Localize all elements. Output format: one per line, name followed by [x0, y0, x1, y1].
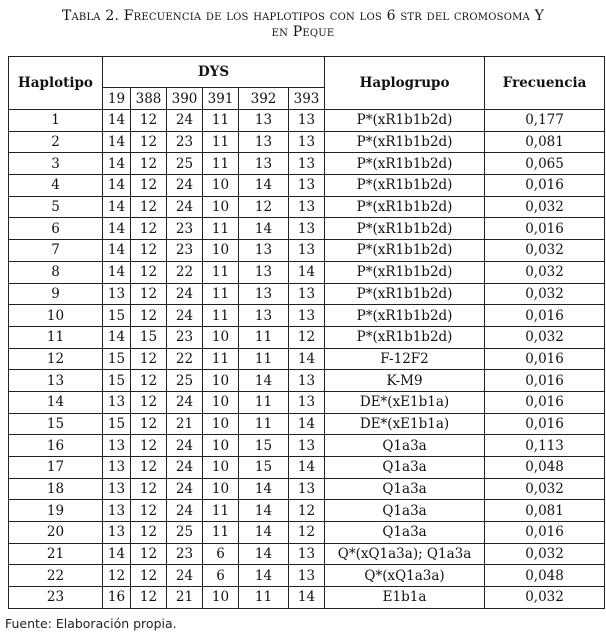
cell-dys391: 11 — [203, 283, 239, 305]
cell-haplotipo: 23 — [9, 587, 103, 609]
cell-haplotipo: 16 — [9, 435, 103, 457]
cell-dys393: 14 — [289, 261, 325, 283]
table-row — [9, 305, 605, 327]
cell-dys391: 11 — [203, 348, 239, 370]
cell-dys391: 11 — [203, 218, 239, 240]
table-row — [9, 587, 605, 609]
cell-haplogrupo: Q*(xQ1a3a) — [325, 565, 485, 587]
cell-dys391: 10 — [203, 435, 239, 457]
cell-frecuencia: 0,016 — [485, 175, 605, 197]
cell-dys393: 14 — [289, 348, 325, 370]
cell-dys392: 14 — [239, 565, 289, 587]
cell-dys392: 11 — [239, 326, 289, 348]
cell-dys388: 12 — [131, 261, 167, 283]
cell-dys388: 12 — [131, 413, 167, 435]
cell-haplogrupo: Q*(xQ1a3a); Q1a3a — [325, 543, 485, 565]
cell-haplogrupo: Q1a3a — [325, 435, 485, 457]
cell-dys391: 10 — [203, 370, 239, 392]
cell-dys388: 12 — [131, 218, 167, 240]
cell-dys390: 23 — [167, 326, 203, 348]
cell-dys391: 10 — [203, 326, 239, 348]
cell-dys19: 14 — [103, 196, 131, 218]
cell-dys393: 13 — [289, 196, 325, 218]
cell-haplotipo: 21 — [9, 543, 103, 565]
cell-haplotipo: 12 — [9, 348, 103, 370]
cell-dys19: 14 — [103, 326, 131, 348]
cell-dys393: 13 — [289, 435, 325, 457]
caption-line-2: en Peque — [271, 24, 335, 40]
cell-dys391: 6 — [203, 565, 239, 587]
cell-dys393: 13 — [289, 153, 325, 175]
cell-frecuencia: 0,032 — [485, 543, 605, 565]
cell-dys393: 13 — [289, 218, 325, 240]
cell-dys390: 22 — [167, 261, 203, 283]
cell-haplogrupo: P*(xR1b1b2d) — [325, 305, 485, 327]
cell-haplotipo: 10 — [9, 305, 103, 327]
cell-dys388: 12 — [131, 370, 167, 392]
cell-dys390: 24 — [167, 435, 203, 457]
cell-dys390: 25 — [167, 153, 203, 175]
cell-haplogrupo: P*(xR1b1b2d) — [325, 240, 485, 262]
cell-dys390: 24 — [167, 305, 203, 327]
cell-haplotipo: 6 — [9, 218, 103, 240]
cell-dys19: 16 — [103, 587, 131, 609]
cell-dys392: 12 — [239, 196, 289, 218]
cell-dys392: 15 — [239, 435, 289, 457]
cell-dys391: 10 — [203, 478, 239, 500]
cell-frecuencia: 0,081 — [485, 131, 605, 153]
table-row — [9, 326, 605, 348]
cell-frecuencia: 0,032 — [485, 283, 605, 305]
cell-haplotipo: 2 — [9, 131, 103, 153]
cell-dys392: 14 — [239, 478, 289, 500]
cell-frecuencia: 0,032 — [485, 478, 605, 500]
cell-dys392: 13 — [239, 261, 289, 283]
cell-dys388: 12 — [131, 478, 167, 500]
cell-dys388: 12 — [131, 391, 167, 413]
cell-haplogrupo: P*(xR1b1b2d) — [325, 131, 485, 153]
table-row — [9, 457, 605, 479]
cell-haplogrupo: P*(xR1b1b2d) — [325, 196, 485, 218]
cell-dys393: 12 — [289, 500, 325, 522]
cell-dys19: 13 — [103, 478, 131, 500]
cell-frecuencia: 0,016 — [485, 348, 605, 370]
table-row — [9, 110, 605, 132]
table-row — [9, 196, 605, 218]
cell-haplogrupo: P*(xR1b1b2d) — [325, 326, 485, 348]
header-locus: 392 — [239, 88, 289, 110]
table-row — [9, 131, 605, 153]
cell-haplogrupo: K-M9 — [325, 370, 485, 392]
cell-dys19: 14 — [103, 175, 131, 197]
cell-dys390: 24 — [167, 478, 203, 500]
cell-dys391: 10 — [203, 457, 239, 479]
cell-dys391: 11 — [203, 500, 239, 522]
cell-dys19: 13 — [103, 391, 131, 413]
table-row — [9, 565, 605, 587]
cell-dys390: 24 — [167, 110, 203, 132]
cell-dys393: 13 — [289, 543, 325, 565]
cell-dys392: 14 — [239, 543, 289, 565]
cell-dys19: 15 — [103, 370, 131, 392]
cell-dys19: 13 — [103, 500, 131, 522]
cell-haplogrupo: P*(xR1b1b2d) — [325, 175, 485, 197]
cell-dys393: 14 — [289, 457, 325, 479]
cell-frecuencia: 0,016 — [485, 218, 605, 240]
header-locus: 391 — [203, 88, 239, 110]
cell-dys19: 14 — [103, 261, 131, 283]
cell-dys393: 12 — [289, 522, 325, 544]
cell-dys19: 15 — [103, 305, 131, 327]
cell-dys391: 10 — [203, 413, 239, 435]
cell-haplotipo: 8 — [9, 261, 103, 283]
cell-dys388: 12 — [131, 587, 167, 609]
table-row — [9, 435, 605, 457]
cell-dys393: 14 — [289, 587, 325, 609]
cell-haplotipo: 14 — [9, 391, 103, 413]
cell-dys393: 13 — [289, 565, 325, 587]
cell-dys391: 11 — [203, 261, 239, 283]
cell-dys388: 12 — [131, 543, 167, 565]
header-haplogrupo: Haplogrupo — [325, 57, 485, 110]
table-row — [9, 500, 605, 522]
cell-dys390: 24 — [167, 391, 203, 413]
cell-dys392: 14 — [239, 370, 289, 392]
cell-frecuencia: 0,032 — [485, 196, 605, 218]
header-frecuencia: Frecuencia — [485, 57, 605, 110]
cell-haplotipo: 11 — [9, 326, 103, 348]
table-row — [9, 370, 605, 392]
header-locus: 393 — [289, 88, 325, 110]
cell-dys390: 21 — [167, 587, 203, 609]
cell-dys392: 14 — [239, 522, 289, 544]
cell-dys391: 11 — [203, 131, 239, 153]
cell-haplotipo: 5 — [9, 196, 103, 218]
table-body — [9, 110, 605, 609]
cell-dys388: 12 — [131, 283, 167, 305]
cell-dys392: 15 — [239, 457, 289, 479]
table-row — [9, 175, 605, 197]
cell-dys392: 13 — [239, 283, 289, 305]
caption-line-1: Tabla 2. Frecuencia de los haplotipos con los 6 str del cromosoma Y — [61, 8, 545, 24]
cell-dys393: 13 — [289, 283, 325, 305]
cell-dys388: 12 — [131, 196, 167, 218]
cell-dys391: 10 — [203, 175, 239, 197]
cell-dys391: 10 — [203, 391, 239, 413]
cell-dys392: 14 — [239, 175, 289, 197]
cell-dys19: 15 — [103, 348, 131, 370]
cell-dys392: 13 — [239, 153, 289, 175]
cell-dys392: 14 — [239, 218, 289, 240]
source-footnote: Fuente: Elaboración propia. — [5, 616, 177, 631]
cell-dys19: 14 — [103, 240, 131, 262]
cell-dys391: 10 — [203, 196, 239, 218]
cell-dys393: 13 — [289, 370, 325, 392]
cell-dys390: 23 — [167, 543, 203, 565]
cell-haplotipo: 3 — [9, 153, 103, 175]
cell-dys390: 25 — [167, 522, 203, 544]
cell-haplogrupo: P*(xR1b1b2d) — [325, 153, 485, 175]
cell-dys392: 11 — [239, 348, 289, 370]
cell-frecuencia: 0,113 — [485, 435, 605, 457]
cell-frecuencia: 0,032 — [485, 240, 605, 262]
table-row — [9, 413, 605, 435]
cell-dys19: 13 — [103, 283, 131, 305]
cell-dys19: 13 — [103, 457, 131, 479]
cell-haplotipo: 1 — [9, 110, 103, 132]
table-row — [9, 543, 605, 565]
cell-haplogrupo: Q1a3a — [325, 500, 485, 522]
cell-frecuencia: 0,032 — [485, 261, 605, 283]
cell-dys393: 13 — [289, 478, 325, 500]
cell-dys388: 12 — [131, 131, 167, 153]
cell-haplogrupo: F-12F2 — [325, 348, 485, 370]
cell-haplogrupo: P*(xR1b1b2d) — [325, 283, 485, 305]
cell-dys391: 11 — [203, 305, 239, 327]
cell-haplogrupo: P*(xR1b1b2d) — [325, 261, 485, 283]
cell-dys388: 12 — [131, 457, 167, 479]
cell-dys19: 14 — [103, 218, 131, 240]
cell-dys391: 11 — [203, 522, 239, 544]
cell-dys392: 13 — [239, 240, 289, 262]
haplotype-table — [8, 56, 605, 609]
cell-haplotipo: 9 — [9, 283, 103, 305]
table-row — [9, 522, 605, 544]
table-row — [9, 348, 605, 370]
cell-dys393: 13 — [289, 240, 325, 262]
cell-frecuencia: 0,016 — [485, 391, 605, 413]
cell-dys390: 24 — [167, 196, 203, 218]
cell-frecuencia: 0,016 — [485, 305, 605, 327]
cell-dys392: 11 — [239, 587, 289, 609]
cell-frecuencia: 0,032 — [485, 587, 605, 609]
table-row — [9, 261, 605, 283]
table-row — [9, 218, 605, 240]
cell-dys392: 11 — [239, 413, 289, 435]
cell-dys390: 24 — [167, 457, 203, 479]
cell-dys391: 10 — [203, 240, 239, 262]
header-locus: 390 — [167, 88, 203, 110]
cell-haplotipo: 20 — [9, 522, 103, 544]
cell-dys392: 11 — [239, 391, 289, 413]
cell-dys19: 14 — [103, 153, 131, 175]
cell-dys388: 15 — [131, 326, 167, 348]
cell-dys392: 13 — [239, 110, 289, 132]
cell-dys392: 13 — [239, 305, 289, 327]
cell-dys19: 15 — [103, 413, 131, 435]
cell-frecuencia: 0,016 — [485, 413, 605, 435]
cell-dys390: 23 — [167, 240, 203, 262]
cell-haplotipo: 15 — [9, 413, 103, 435]
table-row — [9, 153, 605, 175]
cell-dys390: 24 — [167, 283, 203, 305]
cell-dys393: 13 — [289, 175, 325, 197]
cell-haplotipo: 4 — [9, 175, 103, 197]
cell-dys390: 23 — [167, 131, 203, 153]
cell-dys19: 13 — [103, 435, 131, 457]
cell-dys388: 12 — [131, 435, 167, 457]
table-caption — [0, 8, 606, 40]
cell-haplotipo: 19 — [9, 500, 103, 522]
cell-dys392: 14 — [239, 500, 289, 522]
cell-dys390: 24 — [167, 500, 203, 522]
cell-haplogrupo: DE*(xE1b1a) — [325, 391, 485, 413]
cell-haplotipo: 13 — [9, 370, 103, 392]
cell-frecuencia: 0,032 — [485, 326, 605, 348]
cell-dys392: 13 — [239, 131, 289, 153]
cell-dys19: 14 — [103, 543, 131, 565]
cell-haplotipo: 22 — [9, 565, 103, 587]
cell-dys19: 13 — [103, 522, 131, 544]
cell-dys19: 14 — [103, 110, 131, 132]
cell-dys393: 12 — [289, 326, 325, 348]
cell-dys391: 11 — [203, 153, 239, 175]
header-locus: 388 — [131, 88, 167, 110]
cell-dys388: 12 — [131, 153, 167, 175]
cell-frecuencia: 0,065 — [485, 153, 605, 175]
cell-dys390: 25 — [167, 370, 203, 392]
table-row — [9, 478, 605, 500]
cell-dys390: 21 — [167, 413, 203, 435]
cell-frecuencia: 0,016 — [485, 370, 605, 392]
cell-dys393: 13 — [289, 305, 325, 327]
cell-haplotipo: 18 — [9, 478, 103, 500]
cell-dys390: 22 — [167, 348, 203, 370]
cell-dys388: 12 — [131, 175, 167, 197]
cell-dys393: 13 — [289, 391, 325, 413]
table-row — [9, 240, 605, 262]
cell-dys19: 12 — [103, 565, 131, 587]
cell-frecuencia: 0,177 — [485, 110, 605, 132]
cell-frecuencia: 0,081 — [485, 500, 605, 522]
cell-frecuencia: 0,048 — [485, 457, 605, 479]
cell-dys388: 12 — [131, 500, 167, 522]
cell-haplotipo: 17 — [9, 457, 103, 479]
cell-dys390: 24 — [167, 175, 203, 197]
header-dys: DYS — [103, 57, 325, 88]
cell-frecuencia: 0,016 — [485, 522, 605, 544]
cell-dys19: 14 — [103, 131, 131, 153]
cell-dys390: 24 — [167, 565, 203, 587]
cell-haplogrupo: Q1a3a — [325, 457, 485, 479]
cell-dys393: 13 — [289, 131, 325, 153]
table-header — [9, 57, 605, 110]
cell-haplogrupo: DE*(xE1b1a) — [325, 413, 485, 435]
cell-haplogrupo: E1b1a — [325, 587, 485, 609]
cell-dys388: 12 — [131, 565, 167, 587]
cell-dys391: 11 — [203, 110, 239, 132]
cell-dys388: 12 — [131, 240, 167, 262]
cell-dys393: 13 — [289, 110, 325, 132]
cell-dys390: 23 — [167, 218, 203, 240]
cell-dys388: 12 — [131, 348, 167, 370]
cell-dys393: 14 — [289, 413, 325, 435]
table-row — [9, 391, 605, 413]
cell-dys391: 6 — [203, 543, 239, 565]
cell-dys388: 12 — [131, 305, 167, 327]
cell-haplogrupo: P*(xR1b1b2d) — [325, 218, 485, 240]
cell-dys388: 12 — [131, 110, 167, 132]
cell-frecuencia: 0,048 — [485, 565, 605, 587]
cell-haplogrupo: Q1a3a — [325, 522, 485, 544]
cell-dys388: 12 — [131, 522, 167, 544]
cell-haplogrupo: P*(xR1b1b2d) — [325, 110, 485, 132]
cell-haplogrupo: Q1a3a — [325, 478, 485, 500]
cell-haplotipo: 7 — [9, 240, 103, 262]
header-locus: 19 — [103, 88, 131, 110]
header-haplotipo: Haplotipo — [9, 57, 103, 110]
table-row — [9, 283, 605, 305]
cell-dys391: 10 — [203, 587, 239, 609]
